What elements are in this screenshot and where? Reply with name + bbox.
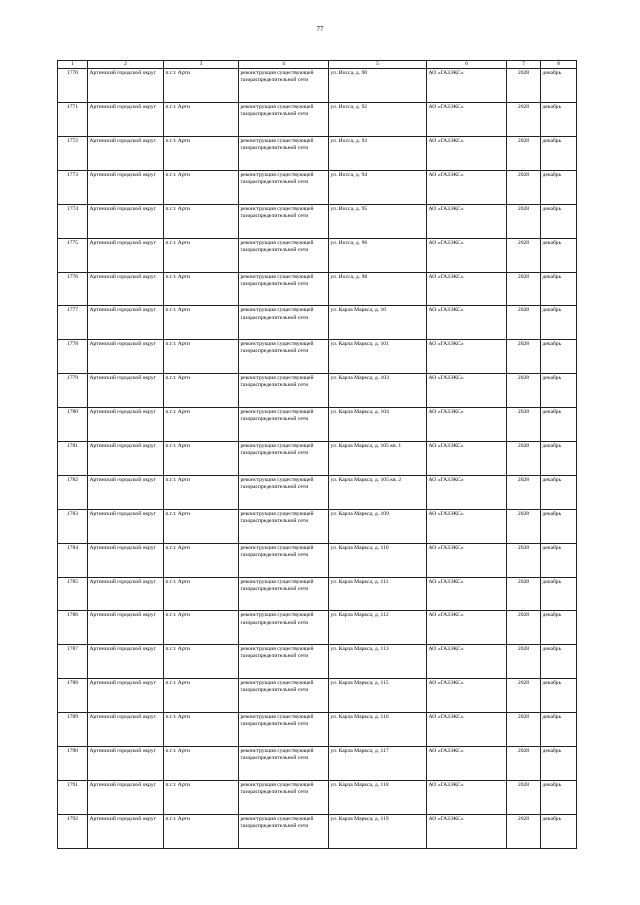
row-number-cell: 1788 xyxy=(58,679,88,713)
address-cell: ул. Карла Маркса, д. 115 xyxy=(329,679,427,713)
work-type-cell: реконструкция существующей газораспределительной сети xyxy=(239,306,329,340)
table-row xyxy=(58,103,577,137)
settlement-cell: п.г.т. Арти xyxy=(164,170,239,204)
year-cell: 2028 xyxy=(507,645,541,679)
work-type-cell: реконструкция существующей газораспределительной сети xyxy=(239,509,329,543)
month-cell: декабрь xyxy=(541,272,577,306)
settlement-cell: п.г.т. Арти xyxy=(164,272,239,306)
work-type-cell: реконструкция существующей газораспределительной сети xyxy=(239,136,329,170)
month-cell: декабрь xyxy=(541,306,577,340)
municipality-cell: Артинский городской округ xyxy=(88,103,164,137)
year-cell: 2028 xyxy=(507,204,541,238)
month-cell: декабрь xyxy=(541,136,577,170)
table-row xyxy=(58,69,577,103)
table-row xyxy=(58,611,577,645)
municipality-cell: Артинский городской округ xyxy=(88,543,164,577)
organization-cell: АО «ГАЗЭКС» xyxy=(427,204,507,238)
municipality-cell: Артинский городской округ xyxy=(88,272,164,306)
organization-cell: АО «ГАЗЭКС» xyxy=(427,780,507,814)
settlement-cell: п.г.т. Арти xyxy=(164,645,239,679)
row-number-cell: 1789 xyxy=(58,713,88,747)
organization-cell: АО «ГАЗЭКС» xyxy=(427,814,507,848)
month-cell: декабрь xyxy=(541,780,577,814)
settlement-cell: п.г.т. Арти xyxy=(164,475,239,509)
row-number-cell: 1790 xyxy=(58,746,88,780)
address-cell: ул. Иосса, д. 93 xyxy=(329,136,427,170)
work-type-cell: реконструкция существующей газораспределительной сети xyxy=(239,103,329,137)
row-number-cell: 1792 xyxy=(58,814,88,848)
month-cell: декабрь xyxy=(541,611,577,645)
address-cell: ул. Карла Маркса, д. 101 xyxy=(329,340,427,374)
month-cell: декабрь xyxy=(541,543,577,577)
address-cell: ул. Иосса, д. 98 xyxy=(329,272,427,306)
work-type-cell: реконструкция существующей газораспределительной сети xyxy=(239,577,329,611)
page-number: 77 xyxy=(316,25,324,33)
address-cell: ул. Карла Маркса, д. 119 xyxy=(329,814,427,848)
settlement-cell: п.г.т. Арти xyxy=(164,577,239,611)
municipality-cell: Артинский городской округ xyxy=(88,374,164,408)
table-row xyxy=(58,306,577,340)
table-row xyxy=(58,272,577,306)
row-number-cell: 1785 xyxy=(58,577,88,611)
table-row xyxy=(58,374,577,408)
municipality-cell: Артинский городской округ xyxy=(88,509,164,543)
municipality-cell: Артинский городской округ xyxy=(88,238,164,272)
table-row xyxy=(58,475,577,509)
month-cell: декабрь xyxy=(541,441,577,475)
row-number-cell: 1782 xyxy=(58,475,88,509)
organization-cell: АО «ГАЗЭКС» xyxy=(427,340,507,374)
month-cell: декабрь xyxy=(541,713,577,747)
settlement-cell: п.г.т. Арти xyxy=(164,374,239,408)
table-row xyxy=(58,238,577,272)
work-type-cell: реконструкция существующей газораспределительной сети xyxy=(239,679,329,713)
settlement-cell: п.г.т. Арти xyxy=(164,69,239,103)
month-cell: декабрь xyxy=(541,374,577,408)
municipality-cell: Артинский городской округ xyxy=(88,69,164,103)
column-header: 7 xyxy=(507,61,541,69)
register-table xyxy=(57,60,577,849)
table-row xyxy=(58,408,577,442)
organization-cell: АО «ГАЗЭКС» xyxy=(427,408,507,442)
municipality-cell: Артинский городской округ xyxy=(88,679,164,713)
work-type-cell: реконструкция существующей газораспределительной сети xyxy=(239,204,329,238)
row-number-cell: 1777 xyxy=(58,306,88,340)
work-type-cell: реконструкция существующей газораспределительной сети xyxy=(239,780,329,814)
municipality-cell: Артинский городской округ xyxy=(88,170,164,204)
table-row xyxy=(58,679,577,713)
address-cell: ул. Карла Маркса, д. 109 xyxy=(329,509,427,543)
settlement-cell: п.г.т. Арти xyxy=(164,306,239,340)
municipality-cell: Артинский городской округ xyxy=(88,306,164,340)
organization-cell: АО «ГАЗЭКС» xyxy=(427,679,507,713)
address-cell: ул. Карла Маркса, д. 113 xyxy=(329,645,427,679)
row-number-cell: 1773 xyxy=(58,170,88,204)
table-row xyxy=(58,746,577,780)
year-cell: 2028 xyxy=(507,103,541,137)
work-type-cell: реконструкция существующей газораспределительной сети xyxy=(239,611,329,645)
table-row xyxy=(58,136,577,170)
organization-cell: АО «ГАЗЭКС» xyxy=(427,543,507,577)
work-type-cell: реконструкция существующей газораспределительной сети xyxy=(239,814,329,848)
settlement-cell: п.г.т. Арти xyxy=(164,746,239,780)
table-row xyxy=(58,441,577,475)
row-number-cell: 1784 xyxy=(58,543,88,577)
table-row xyxy=(58,543,577,577)
table-row xyxy=(58,645,577,679)
municipality-cell: Артинский городской округ xyxy=(88,780,164,814)
settlement-cell: п.г.т. Арти xyxy=(164,543,239,577)
settlement-cell: п.г.т. Арти xyxy=(164,679,239,713)
table-row xyxy=(58,713,577,747)
year-cell: 2028 xyxy=(507,374,541,408)
month-cell: декабрь xyxy=(541,69,577,103)
year-cell: 2028 xyxy=(507,509,541,543)
address-cell: ул. Иосса, д. 95 xyxy=(329,204,427,238)
organization-cell: АО «ГАЗЭКС» xyxy=(427,475,507,509)
year-cell: 2028 xyxy=(507,170,541,204)
work-type-cell: реконструкция существующей газораспределительной сети xyxy=(239,408,329,442)
address-cell: ул. Иосса, д. 94 xyxy=(329,170,427,204)
address-cell: ул. Карла Маркса, д. 110 xyxy=(329,543,427,577)
address-cell: ул. Карла Маркса, д. 118 xyxy=(329,780,427,814)
table-body xyxy=(58,69,577,848)
work-type-cell: реконструкция существующей газораспределительной сети xyxy=(239,238,329,272)
row-number-cell: 1774 xyxy=(58,204,88,238)
work-type-cell: реконструкция существующей газораспределительной сети xyxy=(239,543,329,577)
municipality-cell: Артинский городской округ xyxy=(88,475,164,509)
column-header: 8 xyxy=(541,61,577,69)
year-cell: 2028 xyxy=(507,272,541,306)
month-cell: декабрь xyxy=(541,577,577,611)
work-type-cell: реконструкция существующей газораспределительной сети xyxy=(239,746,329,780)
municipality-cell: Артинский городской округ xyxy=(88,204,164,238)
month-cell: декабрь xyxy=(541,408,577,442)
row-number-cell: 1770 xyxy=(58,69,88,103)
organization-cell: АО «ГАЗЭКС» xyxy=(427,611,507,645)
row-number-cell: 1791 xyxy=(58,780,88,814)
address-cell: ул. Карла Маркса, д. 104 xyxy=(329,408,427,442)
work-type-cell: реконструкция существующей газораспределительной сети xyxy=(239,374,329,408)
row-number-cell: 1780 xyxy=(58,408,88,442)
organization-cell: АО «ГАЗЭКС» xyxy=(427,509,507,543)
year-cell: 2028 xyxy=(507,136,541,170)
year-cell: 2028 xyxy=(507,746,541,780)
municipality-cell: Артинский городской округ xyxy=(88,814,164,848)
month-cell: декабрь xyxy=(541,238,577,272)
municipality-cell: Артинский городской округ xyxy=(88,713,164,747)
year-cell: 2028 xyxy=(507,441,541,475)
settlement-cell: п.г.т. Арти xyxy=(164,136,239,170)
organization-cell: АО «ГАЗЭКС» xyxy=(427,746,507,780)
settlement-cell: п.г.т. Арти xyxy=(164,509,239,543)
table-header xyxy=(58,61,577,69)
municipality-cell: Артинский городской округ xyxy=(88,645,164,679)
municipality-cell: Артинский городской округ xyxy=(88,611,164,645)
table-row xyxy=(58,780,577,814)
year-cell: 2028 xyxy=(507,306,541,340)
month-cell: декабрь xyxy=(541,509,577,543)
work-type-cell: реконструкция существующей газораспределительной сети xyxy=(239,340,329,374)
organization-cell: АО «ГАЗЭКС» xyxy=(427,69,507,103)
year-cell: 2028 xyxy=(507,543,541,577)
address-cell: ул. Карла Маркса, д. 105 кв. 2 xyxy=(329,475,427,509)
settlement-cell: п.г.т. Арти xyxy=(164,814,239,848)
row-number-cell: 1786 xyxy=(58,611,88,645)
work-type-cell: реконструкция существующей газораспределительной сети xyxy=(239,645,329,679)
organization-cell: АО «ГАЗЭКС» xyxy=(427,136,507,170)
row-number-cell: 1783 xyxy=(58,509,88,543)
year-cell: 2028 xyxy=(507,679,541,713)
work-type-cell: реконструкция существующей газораспределительной сети xyxy=(239,713,329,747)
organization-cell: АО «ГАЗЭКС» xyxy=(427,103,507,137)
settlement-cell: п.г.т. Арти xyxy=(164,611,239,645)
organization-cell: АО «ГАЗЭКС» xyxy=(427,238,507,272)
column-header: 4 xyxy=(239,61,329,69)
address-cell: ул. Иосса, д. 96 xyxy=(329,238,427,272)
municipality-cell: Артинский городской округ xyxy=(88,408,164,442)
organization-cell: АО «ГАЗЭКС» xyxy=(427,441,507,475)
row-number-cell: 1771 xyxy=(58,103,88,137)
work-type-cell: реконструкция существующей газораспределительной сети xyxy=(239,441,329,475)
month-cell: декабрь xyxy=(541,475,577,509)
settlement-cell: п.г.т. Арти xyxy=(164,780,239,814)
row-number-cell: 1775 xyxy=(58,238,88,272)
address-cell: ул. Иосса, д. 92 xyxy=(329,103,427,137)
municipality-cell: Артинский городской округ xyxy=(88,340,164,374)
work-type-cell: реконструкция существующей газораспределительной сети xyxy=(239,69,329,103)
address-cell: ул. Карла Маркса, д. 10 xyxy=(329,306,427,340)
column-header: 3 xyxy=(164,61,239,69)
table-row xyxy=(58,509,577,543)
column-header: 1 xyxy=(58,61,88,69)
organization-cell: АО «ГАЗЭКС» xyxy=(427,713,507,747)
address-cell: ул. Карла Маркса, д. 117 xyxy=(329,746,427,780)
organization-cell: АО «ГАЗЭКС» xyxy=(427,272,507,306)
row-number-cell: 1778 xyxy=(58,340,88,374)
settlement-cell: п.г.т. Арти xyxy=(164,340,239,374)
table-row xyxy=(58,340,577,374)
organization-cell: АО «ГАЗЭКС» xyxy=(427,170,507,204)
organization-cell: АО «ГАЗЭКС» xyxy=(427,645,507,679)
municipality-cell: Артинский городской округ xyxy=(88,136,164,170)
year-cell: 2028 xyxy=(507,814,541,848)
row-number-cell: 1787 xyxy=(58,645,88,679)
month-cell: декабрь xyxy=(541,814,577,848)
address-cell: ул. Иосса, д. 90 xyxy=(329,69,427,103)
month-cell: декабрь xyxy=(541,679,577,713)
year-cell: 2028 xyxy=(507,611,541,645)
organization-cell: АО «ГАЗЭКС» xyxy=(427,577,507,611)
municipality-cell: Артинский городской округ xyxy=(88,577,164,611)
address-cell: ул. Карла Маркса, д. 105 кв. 1 xyxy=(329,441,427,475)
organization-cell: АО «ГАЗЭКС» xyxy=(427,374,507,408)
year-cell: 2028 xyxy=(507,340,541,374)
month-cell: декабрь xyxy=(541,746,577,780)
month-cell: декабрь xyxy=(541,204,577,238)
settlement-cell: п.г.т. Арти xyxy=(164,103,239,137)
row-number-cell: 1781 xyxy=(58,441,88,475)
month-cell: декабрь xyxy=(541,103,577,137)
address-cell: ул. Карла Маркса, д. 111 xyxy=(329,577,427,611)
header-row xyxy=(58,61,577,69)
year-cell: 2028 xyxy=(507,408,541,442)
row-number-cell: 1776 xyxy=(58,272,88,306)
municipality-cell: Артинский городской округ xyxy=(88,441,164,475)
year-cell: 2028 xyxy=(507,577,541,611)
year-cell: 2028 xyxy=(507,475,541,509)
month-cell: декабрь xyxy=(541,645,577,679)
address-cell: ул. Карла Маркса, д. 112 xyxy=(329,611,427,645)
address-cell: ул. Карла Маркса, д. 103 xyxy=(329,374,427,408)
column-header: 6 xyxy=(427,61,507,69)
row-number-cell: 1779 xyxy=(58,374,88,408)
work-type-cell: реконструкция существующей газораспределительной сети xyxy=(239,272,329,306)
settlement-cell: п.г.т. Арти xyxy=(164,408,239,442)
settlement-cell: п.г.т. Арти xyxy=(164,204,239,238)
organization-cell: АО «ГАЗЭКС» xyxy=(427,306,507,340)
settlement-cell: п.г.т. Арти xyxy=(164,441,239,475)
work-type-cell: реконструкция существующей газораспределительной сети xyxy=(239,475,329,509)
table-row xyxy=(58,170,577,204)
year-cell: 2028 xyxy=(507,238,541,272)
month-cell: декабрь xyxy=(541,170,577,204)
year-cell: 2028 xyxy=(507,713,541,747)
table-row xyxy=(58,204,577,238)
column-header: 5 xyxy=(329,61,427,69)
municipality-cell: Артинский городской округ xyxy=(88,746,164,780)
column-header: 2 xyxy=(88,61,164,69)
year-cell: 2028 xyxy=(507,69,541,103)
table-row xyxy=(58,814,577,848)
row-number-cell: 1772 xyxy=(58,136,88,170)
settlement-cell: п.г.т. Арти xyxy=(164,238,239,272)
address-cell: ул. Карла Маркса, д. 116 xyxy=(329,713,427,747)
work-type-cell: реконструкция существующей газораспределительной сети xyxy=(239,170,329,204)
settlement-cell: п.г.т. Арти xyxy=(164,713,239,747)
table-row xyxy=(58,577,577,611)
month-cell: декабрь xyxy=(541,340,577,374)
year-cell: 2028 xyxy=(507,780,541,814)
